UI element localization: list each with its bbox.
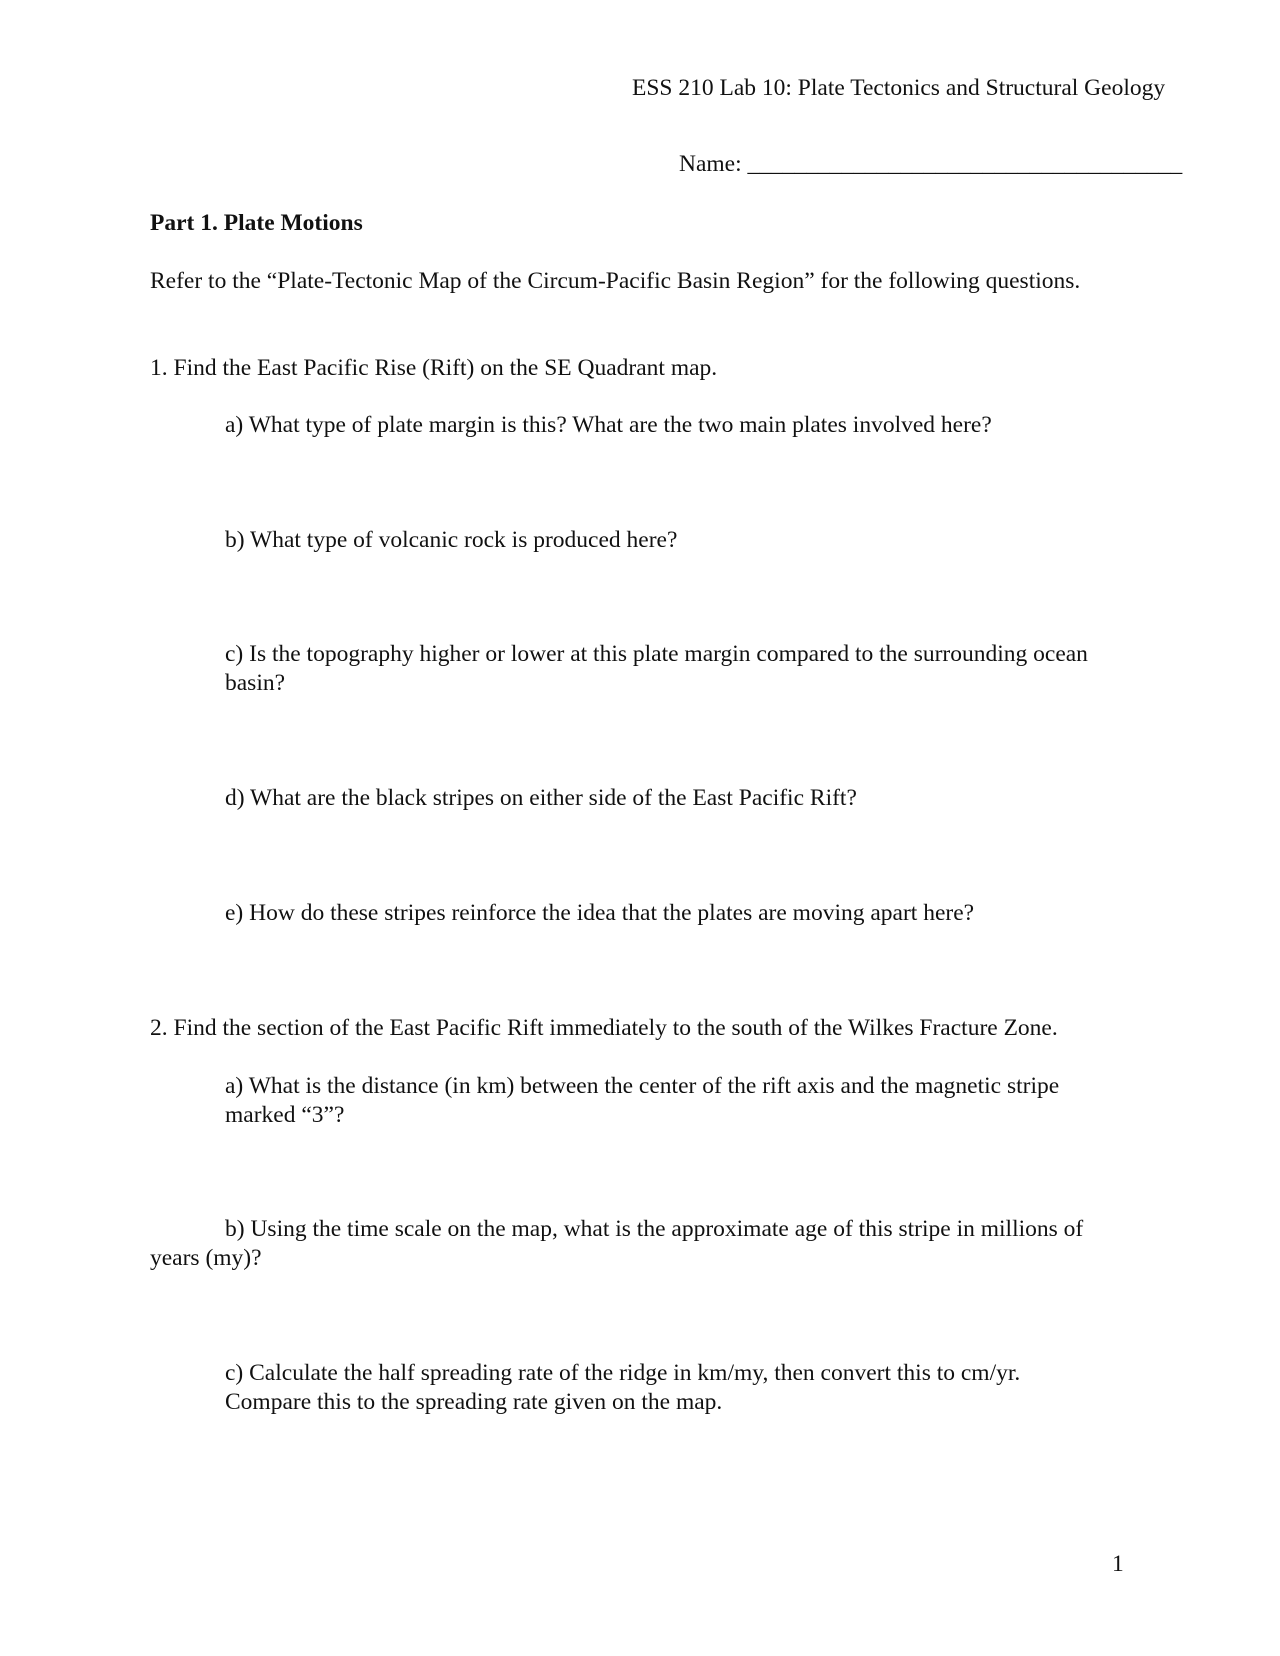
question-1-prompt: 1. Find the East Pacific Rise (Rift) on the SE Quadrant map. — [150, 355, 718, 381]
question-2b: b) Using the time scale on the map, what is the approximate age of this stripe in millions of years (my)? — [150, 1216, 1084, 1271]
section-heading-part1: Part 1. Plate Motions — [150, 210, 363, 236]
question-1d: d) What are the black stripes on either side of the East Pacific Rift? — [225, 785, 857, 811]
page-number: 1 — [1112, 1551, 1124, 1577]
course-title: ESS 210 Lab 10: Plate Tectonics and Structural Geology — [632, 75, 1166, 101]
question-2c: c) Calculate the half spreading rate of the ridge in km/my, then convert this to cm/yr. Compare this to the spreading rate given on the map. — [225, 1360, 1021, 1415]
question-1a: a) What type of plate margin is this? What are the two main plates involved here? — [225, 412, 992, 438]
question-1c: c) Is the topography higher or lower at this plate margin compared to the surrounding ocean basin? — [225, 641, 1088, 696]
question-2a: a) What is the distance (in km) between the center of the rift axis and the magnetic stripe marked “3”? — [225, 1073, 1060, 1128]
name-field-label: Name: _____________________________________ — [679, 151, 1183, 177]
question-1b: b) What type of volcanic rock is produced here? — [225, 527, 678, 553]
intro-paragraph: Refer to the “Plate-Tectonic Map of the Circum-Pacific Basin Region” for the following questions. — [150, 268, 1081, 294]
question-2-prompt: 2. Find the section of the East Pacific Rift immediately to the south of the Wilkes Fracture Zone. — [150, 1015, 1058, 1041]
question-1e: e) How do these stripes reinforce the idea that the plates are moving apart here? — [225, 900, 975, 926]
